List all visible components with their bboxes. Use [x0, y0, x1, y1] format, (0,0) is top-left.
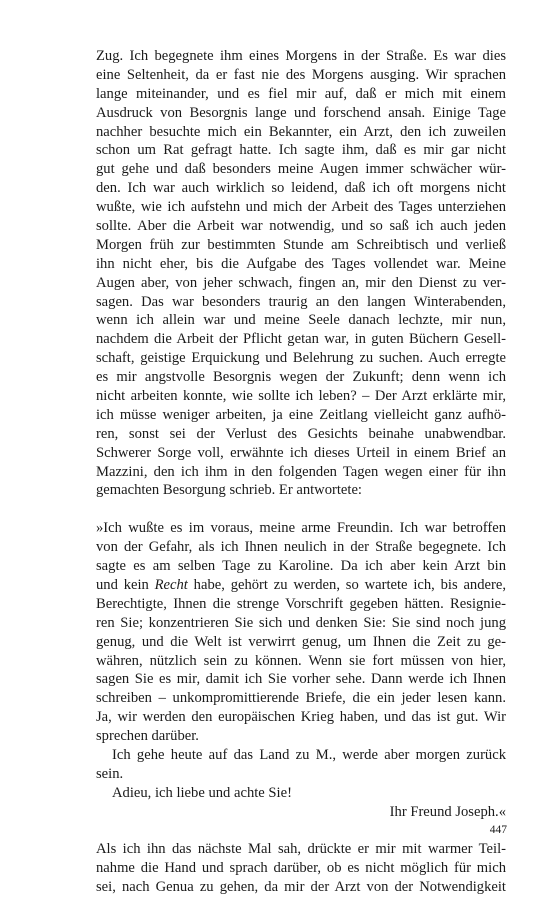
text-line: Ausdruck von Besorgnis lange und forschend ansah. Einige Tage — [96, 104, 506, 121]
letter-line-start: und kein — [96, 576, 155, 593]
paragraph-gap — [96, 822, 506, 841]
letter-line: sprechen darüber. — [96, 728, 199, 745]
letter-line: genug, und die Welt ist verwirrt genug, um Ihnen die Zeit zu ge- — [96, 633, 506, 650]
text-line: nachdem die Arbeit der Pflicht getan war, in guten Büchern Gesell- — [96, 331, 506, 348]
text-line: lange miteinander, und es fiel mir auf, daß er mich mit einem — [96, 85, 506, 102]
text-line: nahme die Hand und sprach darüber, ob es nicht möglich für mich — [96, 860, 506, 877]
letter-line-with-emphasis — [96, 576, 506, 595]
letter-line-end: habe, gehört zu werden, so wartete ich, bis andere, — [187, 576, 506, 593]
text-line: ihn nicht eher, bis die Aufgabe des Tages vollendet war. Meine — [96, 255, 506, 272]
paragraph-narrative-1 — [96, 47, 506, 500]
text-line: sagen. Das war besonders traurig an den langen Winterabenden, — [96, 293, 506, 310]
text-line: es mir angstvolle Besorgnis wegen der Zukunft; denn wenn ich — [96, 369, 506, 386]
text-line: gut gehe und daß besonders meine Augen immer schwächer wür- — [96, 161, 506, 178]
letter-line: sagte es am selben Tage zu Karoline. Da ich aber kein Arzt bin — [96, 558, 506, 575]
text-line: Morgen früh zur bestimmten Stunde am Schreibtisch und verließ — [96, 236, 506, 253]
text-line: Als ich ihn das nächste Mal sah, drückte er mir mit warmer Teil- — [96, 841, 506, 858]
text-line: nicht arbeiten konnte, wie sollte ich leben? – Der Arzt erklärte mir, — [96, 388, 506, 405]
text-line: nachher besuchte mich ein Bekannter, ein Arzt, den ich zuweilen — [96, 123, 506, 140]
text-line: ren, sonst sei der Verlust des Gesichts beinahe unabwendbar. — [96, 425, 506, 442]
text-line: gemachten Besorgung schrieb. Er antwortete: — [96, 482, 362, 499]
text-line: wußte, wie ich aufstehn und mich der Arbeit des Tages unterziehen — [96, 199, 506, 216]
letter-farewell: Adieu, ich liebe und achte Sie! — [112, 784, 292, 801]
letter-line: sagen Sie es mir, damit ich Sie vorher sehe. Dann werde ich Ihnen — [96, 671, 506, 688]
letter-block — [96, 519, 506, 821]
letter-line: »Ich wußte es im voraus, meine arme Freundin. Ich war betroffen — [96, 520, 506, 537]
text-line: sollte. Aber die Arbeit war notwendig, und so saß ich auch jeden — [96, 218, 506, 235]
text-line: Zug. Ich begegnete ihm eines Morgens in der Straße. Es war dies — [96, 48, 506, 64]
paragraph-gap — [96, 500, 506, 519]
letter-line: ren Sie; konzentrieren Sie sich und denken Sie: Sie sind noch jung — [96, 614, 506, 631]
text-line: eine Seltenheit, da er fast nie des Morgens ausging. Wir sprachen — [96, 66, 506, 83]
text-line: Schwerer Sorge voll, erwähnte ich dieses Urteil in einem Brief an — [96, 444, 506, 461]
text-line: Augen aber, von jeher schwach, fingen an, mir den Dienst zu ver- — [96, 274, 506, 291]
paragraph-narrative-2 — [96, 840, 506, 897]
letter-line: Berechtigte, Ihnen die strenge Vorschrift gegeben hätten. Resignie- — [96, 595, 506, 612]
text-line: Mazzini, den ich ihm in den folgenden Tagen wegen einer für ihn — [96, 463, 506, 480]
page-number: 447 — [489, 824, 507, 836]
letter-line: sein. — [96, 765, 124, 782]
letter-line: von der Gefahr, als ich Ihnen neulich in der Straße begegnete. Ich — [96, 539, 506, 556]
letter-line: Ja, wir werden den europäischen Krieg haben, und das ist gut. Wir — [96, 709, 506, 726]
emphasized-word: Recht — [154, 576, 188, 593]
book-page-text — [96, 47, 506, 897]
letter-line: Ich gehe heute auf das Land zu M., werde aber morgen zurück — [112, 746, 506, 763]
text-line: den. Ich war auch wirklich so leidend, daß ich oft morgens nicht — [96, 180, 506, 197]
letter-line: schreiben – unkompromittierende Briefe, die ein jeder lesen kann. — [96, 690, 506, 707]
text-line: schaft, geistige Erquickung und Belehrung zu suchen. Auch erregte — [96, 350, 506, 367]
text-line: wenn ich allein war und meine Seele danach lechzte, mir nun, — [96, 312, 506, 329]
letter-line: währen, nützlich sein zu können. Wenn sie fort müssen von hier, — [96, 652, 506, 669]
text-line: sei, nach Genua zu gehen, da mir der Arzt von der Notwendigkeit — [96, 879, 506, 896]
text-line: ich müsse weniger arbeiten, ja eine Zeitlang vielleicht ganz aufhö- — [96, 406, 506, 423]
letter-signature: Ihr Freund Joseph.« — [389, 803, 506, 820]
text-line: schon um Rat gefragt hatte. Ich sagte ihm, daß es mir gar nicht — [96, 142, 506, 159]
